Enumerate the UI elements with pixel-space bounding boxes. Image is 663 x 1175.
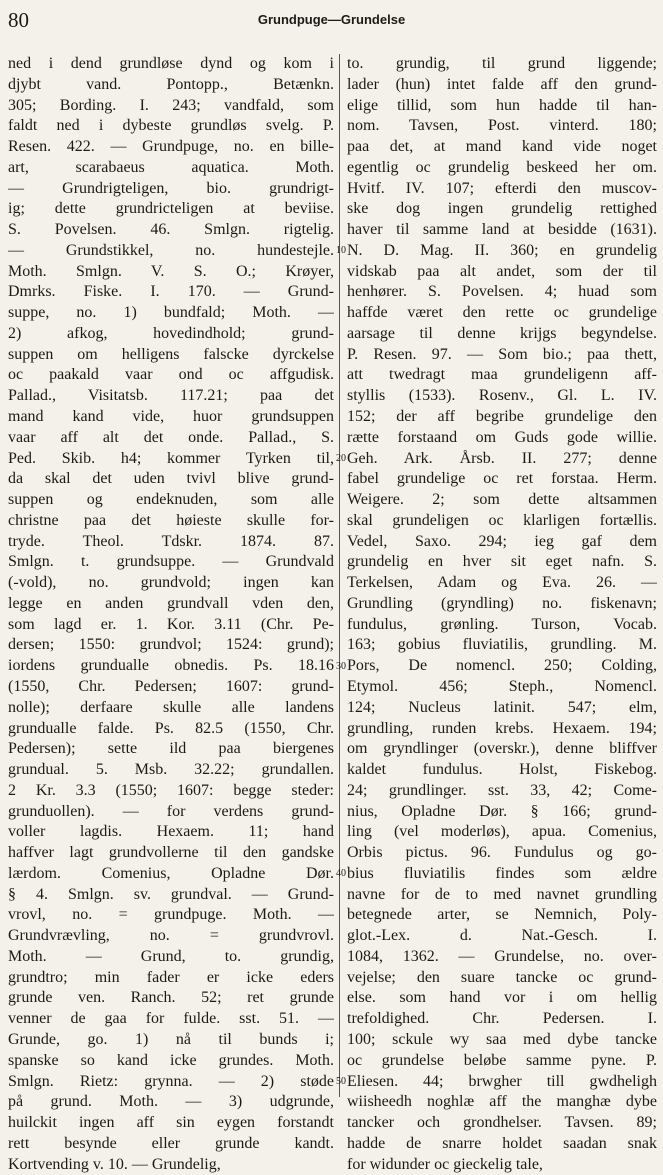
text-line: 24; grundlinger. sst. 33, 42; Come- xyxy=(347,781,657,799)
page-number: 80 xyxy=(8,8,29,32)
text-line: tryde. Theol. Tdskr. 1874. 87. xyxy=(8,532,334,550)
text-line: vidskab paa alt andet, som der til xyxy=(347,262,657,280)
text-line: Etymol. 456; Steph., Nomencl. xyxy=(347,677,657,695)
text-line: styllis (1533). Rosenv., Gl. L. IV. xyxy=(347,387,657,405)
page-header xyxy=(0,8,663,32)
margin-line-number: 50 xyxy=(336,1076,346,1088)
text-line: (-vold), no. grundvold; ingen kan xyxy=(8,574,334,592)
text-line: paa det, at mand kand vide noget xyxy=(347,138,657,156)
text-line: haffde været den rette oc grundelige xyxy=(347,304,657,322)
margin-line-number: 10 xyxy=(336,245,346,257)
text-line: navne for de to med navnet grundling xyxy=(347,885,657,903)
text-line: suppen og endeknuden, som alle xyxy=(8,491,334,509)
text-line: huilckit ingen aff sin eygen forstandt xyxy=(8,1114,334,1132)
text-line: 2 Kr. 3.3 (1550; 1607: begge steder: xyxy=(8,781,334,799)
text-line: Grunde, go. 1) nå til bunds i; xyxy=(8,1030,334,1048)
text-line: djybt vand. Pontopp., Betænkn. xyxy=(8,75,334,93)
text-line: skal grundeligen oc klarligen fortællis. xyxy=(347,511,657,529)
text-line: på grund. Moth. — 3) udgrunde, xyxy=(8,1093,334,1111)
text-line: 305; Bording. I. 243; vandfald, som xyxy=(8,96,334,114)
text-line: iordens grundualle obnedis. Ps. 18.16 xyxy=(8,657,334,675)
text-line: voller lagdis. Hexaem. 11; hand xyxy=(8,823,334,841)
text-line: — Grundstikkel, no. hundestejle. xyxy=(8,241,334,259)
text-line: grundelig en hver sit eget nafn. S. xyxy=(347,553,657,571)
text-line: fabel grundelige oc ret forstaa. Herm. xyxy=(347,470,657,488)
text-line: glot.-Lex. d. Nat.-Gesch. I. xyxy=(347,927,657,945)
text-line: Pallad., Visitatsb. 117.21; paa det xyxy=(8,387,334,405)
text-line: oc grundelse beløbe samme pyne. P. xyxy=(347,1051,657,1069)
text-line: grundtro; min fader er icke eders xyxy=(8,968,334,986)
text-line: bius fluviatilis findes som ældre xyxy=(347,864,657,882)
text-line: spanske so kand icke grundes. Moth. xyxy=(8,1051,334,1069)
text-line: wiisheedh noghlæ aff the manghæ dybe xyxy=(347,1093,657,1111)
text-line: som lagd er. 1. Kor. 3.11 (Chr. Pe- xyxy=(8,615,334,633)
text-line: Weigere. 2; som dette altsammen xyxy=(347,491,657,509)
text-line: rætte forstaand om Guds gode willie. xyxy=(347,428,657,446)
text-line: Dmrks. Fiske. I. 170. — Grund- xyxy=(8,283,334,301)
text-line: (1550, Chr. Pedersen; 1607: grund- xyxy=(8,677,334,695)
text-line: nius, Opladne Dør. § 166; grund- xyxy=(347,802,657,820)
text-line: suppen om helligens falscke dyrckelse xyxy=(8,345,334,363)
text-line: 100; sckule wy saa med dybe tancke xyxy=(347,1030,657,1048)
text-line: da skal det uden tvivl blive grund- xyxy=(8,470,334,488)
text-line: 124; Nucleus latinit. 547; elm, xyxy=(347,698,657,716)
text-line: venner de gaa for fulde. sst. 51. — xyxy=(8,1010,334,1028)
text-line: Terkelsen, Adam og Eva. 26. — xyxy=(347,574,657,592)
text-line: suppe, no. 1) bundfald; Moth. — xyxy=(8,304,334,322)
text-line: ling (vel moderløs), apua. Comenius, xyxy=(347,823,657,841)
margin-line-number: 30 xyxy=(336,660,346,672)
text-line: Moth. — Grund, to. grundig, xyxy=(8,947,334,965)
text-line: Ped. Skib. h4; kommer Tyrken til, xyxy=(8,449,334,467)
text-line: nolle); derfaare skulle alle landens xyxy=(8,698,334,716)
right-column xyxy=(347,54,657,1175)
text-line: Eliesen. 44; brwgher till gwdheligh xyxy=(347,1072,657,1090)
text-line: Pedersen); sette ild paa biergenes xyxy=(8,740,334,758)
text-line: 152; der aff begribe grundelige den xyxy=(347,408,657,426)
text-line: Geh. Ark. Årsb. II. 277; denne xyxy=(347,449,657,467)
text-line: N. D. Mag. II. 360; en grundelig xyxy=(347,241,657,259)
text-line: Moth. Smlgn. V. S. O.; Krøyer, xyxy=(8,262,334,280)
text-line: trefoldighed. Chr. Pedersen. I. xyxy=(347,1010,657,1028)
text-line: P. Resen. 97. — Som bio.; paa thett, xyxy=(347,345,657,363)
text-line: Orbis pictus. 96. Fundulus og go- xyxy=(347,844,657,862)
text-line: aarsage til denne krijgs begyndelse. xyxy=(347,324,657,342)
text-line: 163; gobius fluviatilis, grundling. M. xyxy=(347,636,657,654)
text-line: fundulus, grønling. Turson, Vocab. xyxy=(347,615,657,633)
text-line: henhører. S. Povelsen. 4; huad som xyxy=(347,283,657,301)
text-line: lærdom. Comenius, Opladne Dør. xyxy=(8,864,334,882)
text-line: — Grundrigteligen, bio. grundrigt- xyxy=(8,179,334,197)
text-line: to. grundig, til grund liggende; xyxy=(347,55,657,72)
text-line: else. som hand vor i om hellig xyxy=(347,989,657,1007)
margin-line-number: 20 xyxy=(336,452,346,464)
running-title: Grundpuge—Grundelse xyxy=(257,12,406,27)
text-line: egentlig oc grundelig beskeed her om. xyxy=(347,158,657,176)
text-line: christne paa det høieste skulle for- xyxy=(8,511,334,529)
text-line: for widunder oc gieckelig tale, xyxy=(347,1155,543,1173)
text-line: elige tillid, som hun hadde til han- xyxy=(347,96,657,114)
text-line: 1084, 1362. — Grundelse, no. over- xyxy=(347,947,657,965)
text-line: Smlgn. Rietz: grynna. — 2) støde xyxy=(8,1072,334,1090)
text-line: grunde ven. Ranch. 52; ret grunde xyxy=(8,989,334,1007)
text-line: Hvitf. IV. 107; efterdi den muscov- xyxy=(347,179,657,197)
text-line: ske dog ingen grundelig rettighed xyxy=(347,200,657,218)
text-line: Smlgn. t. grundsuppe. — Grundvald xyxy=(8,553,334,571)
text-line: faldt ned i dybeste grundløs svelg. P. xyxy=(8,117,334,135)
left-column xyxy=(8,54,334,1175)
text-line: grundual. 5. Msb. 32.22; grundallen. xyxy=(8,761,334,779)
text-line: Resen. 422. — Grundpuge, no. en bille- xyxy=(8,138,334,156)
text-line: art, scarabaeus aquatica. Moth. xyxy=(8,158,334,176)
text-line: Pors, De nomencl. 250; Colding, xyxy=(347,657,657,675)
text-line: oc paakald vaar ond oc affgudisk. xyxy=(8,366,334,384)
text-line: rett besynde eller grunde kandt. xyxy=(8,1134,334,1152)
text-line: haffver lagt grundvollerne til den gandske xyxy=(8,844,334,862)
text-line: Vedel, Saxo. 294; ieg gaf dem xyxy=(347,532,657,550)
text-line: ned i dend grundløse dynd og kom i xyxy=(8,55,334,72)
text-line: vejelse; den suare tancke oc grund- xyxy=(347,968,657,986)
margin-line-number: 40 xyxy=(336,868,346,880)
text-line: dersen; 1550: grundvol; 1524: grund); xyxy=(8,636,334,654)
text-line: Grundvrævling, no. = grundvrovl. xyxy=(8,927,334,945)
column-divider xyxy=(339,54,340,1097)
text-line: att twedragt maa grundeligenn aff- xyxy=(347,366,657,384)
text-line: grundualle falde. Ps. 82.5 (1550, Chr. xyxy=(8,719,334,737)
text-line: kaldet fundulus. Holst, Fiskebog. xyxy=(347,761,657,779)
text-line: 2) afkog, hovedindhold; grund- xyxy=(8,324,334,342)
text-line: grunduollen). — for verdens grund- xyxy=(8,802,334,820)
text-line: Kortvending v. 10. — Grundelig, xyxy=(8,1155,221,1173)
text-line: vaar aff alt det onde. Pallad., S. xyxy=(8,428,334,446)
text-line: tancker och grondhelser. Tavsen. 89; xyxy=(347,1114,657,1132)
text-line: legge en anden grundvall vden den, xyxy=(8,594,334,612)
text-line: haver til samme land at besidde (1631). xyxy=(347,221,657,239)
text-line: § 4. Smlgn. sv. grundval. — Grund- xyxy=(8,885,334,903)
text-line: hadde de snarre holdet saadan snak xyxy=(347,1134,657,1152)
text-line: ig; dette grundricteligen at beviise. xyxy=(8,200,334,218)
text-line: vrovl, no. = grundpuge. Moth. — xyxy=(8,906,334,924)
text-line: Grundling (gryndling) no. fiskenavn; xyxy=(347,594,657,612)
text-line: S. Povelsen. 46. Smlgn. rigtelig. xyxy=(8,221,334,239)
text-line: nom. Tavsen, Post. vinterd. 180; xyxy=(347,117,657,135)
text-line: om gryndlinger (overskr.), denne bliffver xyxy=(347,740,657,758)
text-line: betegnede arter, se Nemnich, Poly- xyxy=(347,906,657,924)
text-line: lader (hun) intet falde aff den grund- xyxy=(347,75,657,93)
text-line: mand kand vide, huor grundsuppen xyxy=(8,408,334,426)
text-line: grundling, runden krebs. Hexaem. 194; xyxy=(347,719,657,737)
